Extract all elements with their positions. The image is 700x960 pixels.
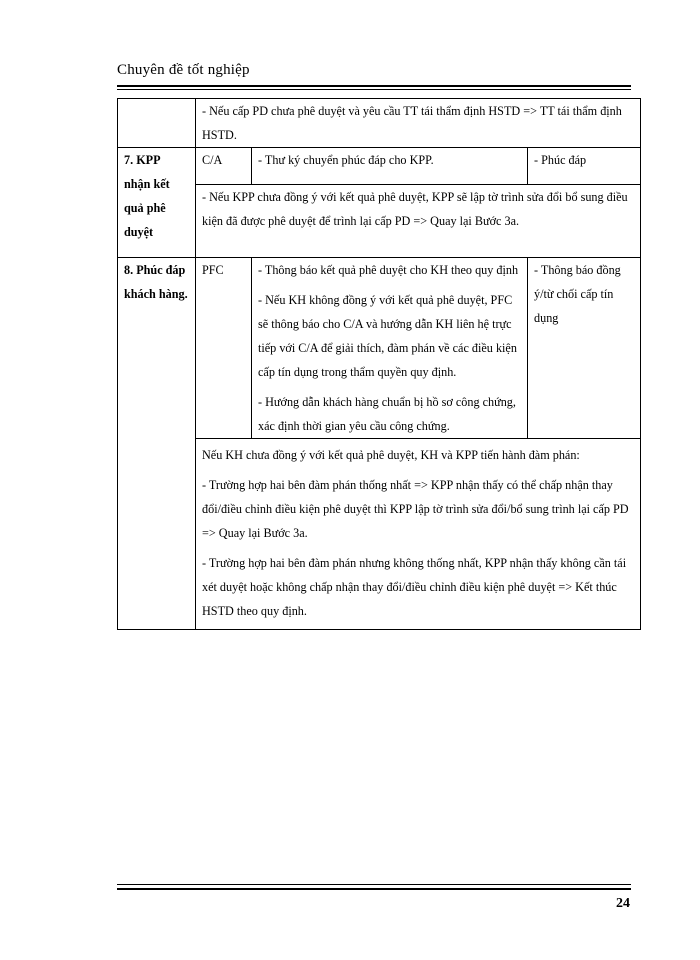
- table-row: [118, 148, 641, 185]
- footer-rule-bottom: [117, 888, 631, 890]
- page-number: 24: [616, 896, 630, 911]
- step-8-notes: [196, 439, 641, 630]
- step-cell-empty: [118, 99, 196, 148]
- step-8-action-2: - Nếu KH không đồng ý với kết quả phê duyệt, PFC sẽ thông báo cho C/A và hướng dẫn KH liên hệ trực tiếp với C/A để giải thích, đàm phán về các điều kiện cấp tín dụng trong thẩm quyền quy định.: [258, 293, 517, 379]
- document-title: Chuyên đề tốt nghiệp: [117, 62, 250, 78]
- step-8-action-1: - Thông báo kết quả phê duyệt cho KH theo quy định: [258, 263, 519, 277]
- continuation-cell: [196, 99, 641, 148]
- step-7-output: - Phúc đáp: [528, 148, 641, 185]
- table-row: [118, 185, 641, 258]
- step-7-note: - Nếu KPP chưa đồng ý với kết quả phê duyệt, KPP sẽ lập tờ trình sửa đổi bổ sung điều kiện đã được phê duyệt để trình lại cấp PD => Quay lại Bước 3a.: [196, 185, 641, 258]
- step-7-unit: C/A: [196, 148, 252, 185]
- header-rule-bottom: [117, 89, 631, 90]
- step-7-action: - Thư ký chuyển phúc đáp cho KPP.: [252, 148, 528, 185]
- step-8-action-3: - Hướng dẫn khách hàng chuẩn bị hồ sơ công chứng, xác định thời gian yêu cầu công chứng.: [258, 395, 516, 433]
- continuation-text: - Nếu cấp PD chưa phê duyệt và yêu cầu TT tái thẩm định HSTD => TT tái thẩm định HSTD.: [202, 104, 622, 142]
- step-8-output: - Thông báo đồng ý/từ chối cấp tín dụng: [528, 258, 641, 439]
- step-8-note-3: - Trường hợp hai bên đàm phán nhưng không thống nhất, KPP nhận thấy không cần tái xét duyệt hoặc không chấp nhận thay đổi/điều chỉnh điều kiện phê duyệt => Kết thúc HSTD theo quy định.: [202, 556, 627, 618]
- header-rule-top: [117, 85, 631, 87]
- step-8-label: 8. Phúc đáp khách hàng.: [118, 258, 196, 630]
- step-7-label: 7. KPP nhận kết quả phê duyệt: [118, 148, 196, 258]
- step-8-unit: PFC: [196, 258, 252, 439]
- step-8-note-1: Nếu KH chưa đồng ý với kết quả phê duyệt, KH và KPP tiến hành đàm phán:: [202, 448, 580, 462]
- footer-rule-top: [117, 884, 631, 885]
- table-row: [118, 258, 641, 439]
- table-row: [118, 99, 641, 148]
- step-8-actions: [252, 258, 528, 439]
- process-table: [117, 98, 641, 630]
- step-8-note-2: - Trường hợp hai bên đàm phán thống nhất => KPP nhận thấy có thể chấp nhận thay đổi/điều chỉnh điều kiện phê duyệt thì KPP lập tờ trình sửa đổi/bổ sung trình lại cấp PD => Quay lại Bước 3a.: [202, 478, 629, 540]
- table-row: [118, 439, 641, 630]
